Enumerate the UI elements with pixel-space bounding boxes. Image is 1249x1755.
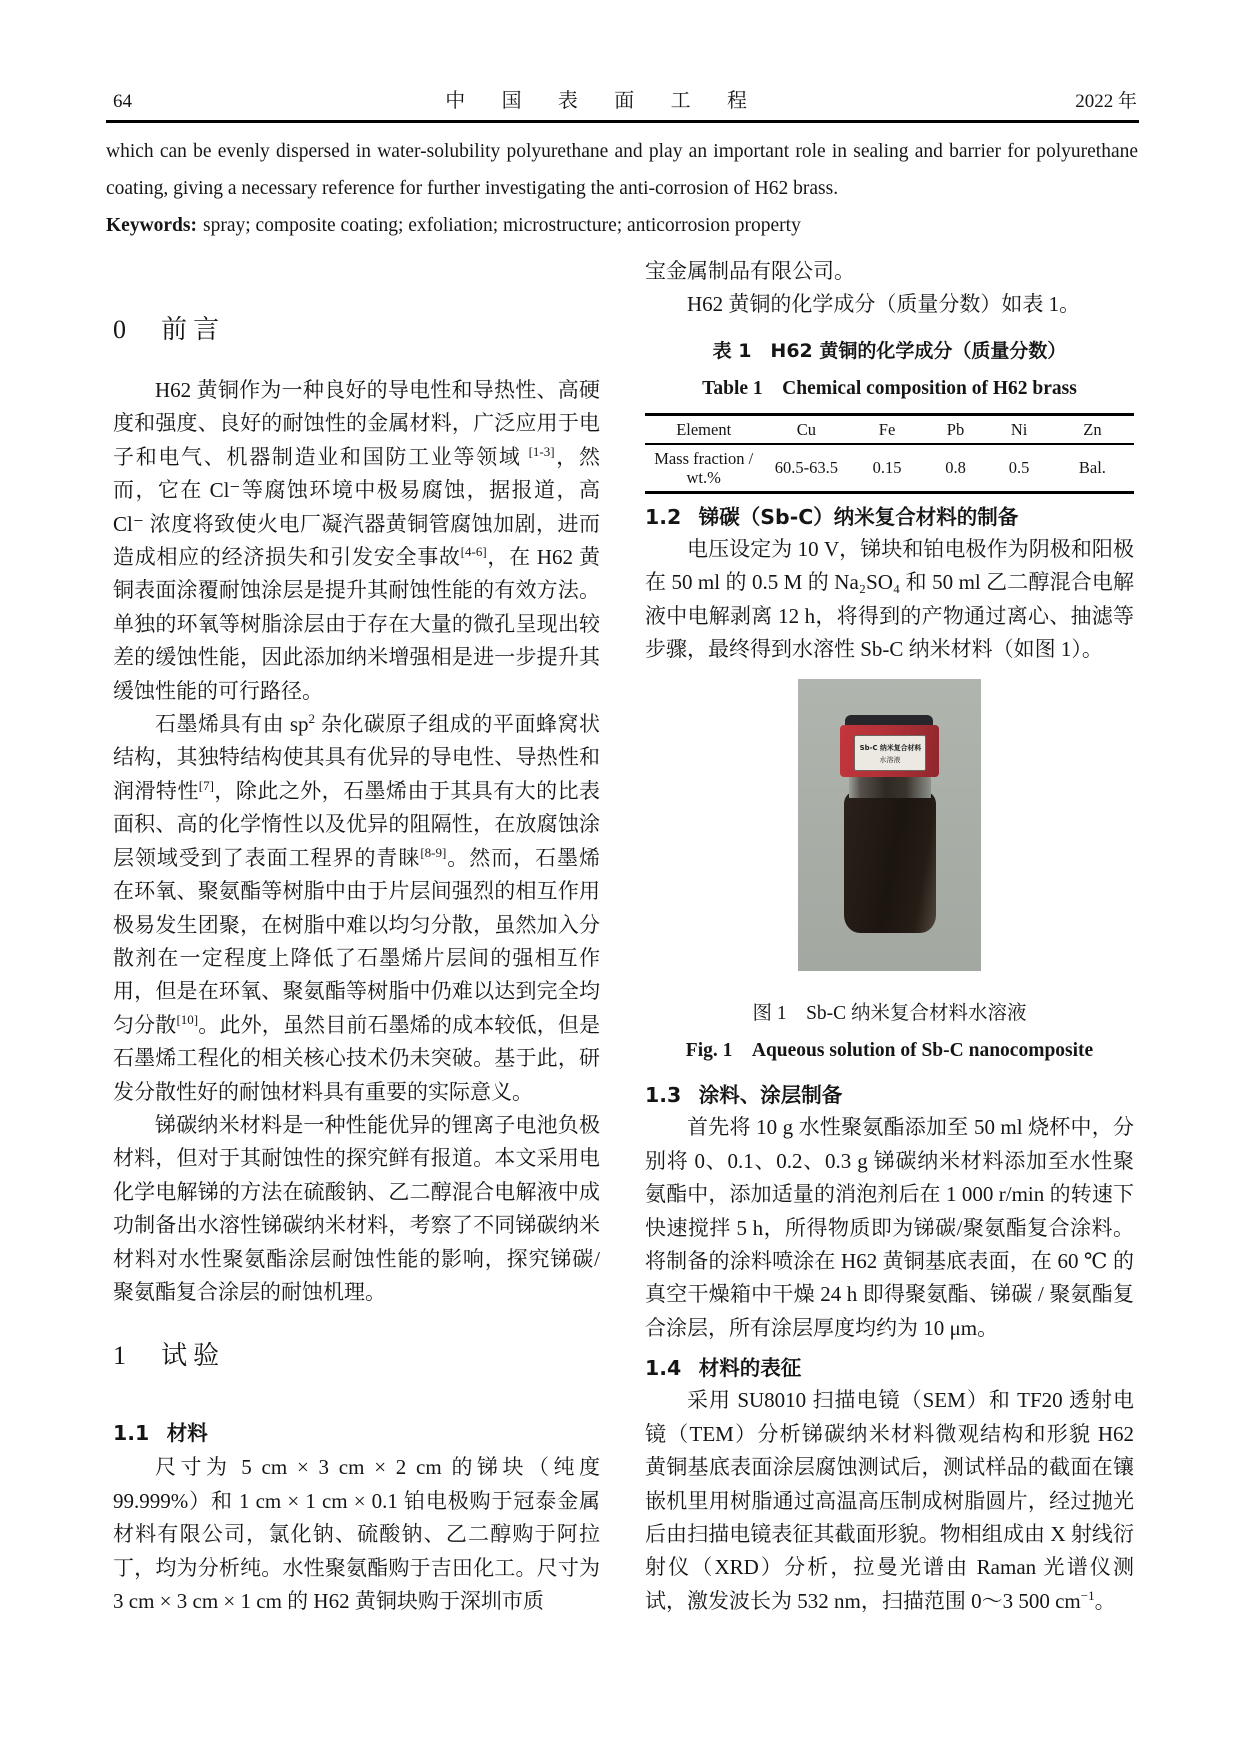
keywords-label: Keywords:	[106, 215, 197, 236]
journal-year: 2022 年	[1075, 91, 1137, 112]
citation-marker: [10]	[176, 1011, 199, 1027]
text-run: 杂化碳原子组成的平面蜂窝状结构，其独特结构使其具有优异的导电性、导热性和润滑特性	[113, 712, 600, 803]
table-cell: Bal.	[1078, 458, 1106, 478]
table-row	[645, 444, 1134, 493]
section-title: 锑碳（Sb-C）纳米复合材料的制备	[698, 504, 1019, 529]
table-cell: 0.5	[1008, 458, 1030, 478]
characterization-paragraph	[645, 1384, 1134, 1618]
section-title: 材料	[166, 1421, 208, 1446]
right-column	[645, 255, 1134, 1618]
section-1-4-heading	[645, 1351, 1134, 1381]
text-run: ，在 H62 黄铜表面涂覆耐蚀涂层是提升其耐蚀性能的有效方法。单独的环氧等树脂涂层由于存在大量的微孔呈现出较差的缓蚀性能，因此添加纳米增强相是进一步提升其缓蚀性能的可行路径。	[113, 545, 600, 703]
section-number: 1.3	[645, 1083, 682, 1108]
materials-paragraph: 尺寸为 5 cm × 3 cm × 2 cm 的锑块（纯度 99.999%）和 1 cm × 1 cm × 0.1 铂电极购于冠泰金属材料有限公司，氯化钠、硫酸钠、乙二醇购于阿拉丁，均为分析纯。水性聚氨酯购于吉田化工。尺寸为 3 cm × 3 cm × 1 cm 的 H62 黄铜块购于深圳市质	[113, 1455, 600, 1613]
section-title: 涂料、涂层制备	[698, 1083, 843, 1108]
text-run: ，除此之外，石墨烯由于其具有大的比表面积、高的化学惰性以及优异的阻隔性，在放腐蚀涂层领域受到了表面工程界的青睐	[113, 778, 601, 870]
intro-paragraph-1	[113, 374, 600, 708]
bottle-label-text: Sb-C 纳米复合材料	[859, 743, 921, 752]
preparation-paragraph: 电压设定为 10 V，锑块和铂电极作为阴极和阳极在 50 ml 的 0.5 M 的 Na₂SO₄ 和 50 ml 乙二醇混合电解液中电解剥离 12 h，将得到的产物通过离心、抽滤等步骤，最终得到水溶性 Sb-C 纳米材料（如图 1）。	[645, 536, 1134, 662]
row-label: Mass fraction / wt.%	[654, 448, 754, 487]
citation-marker: [7]	[198, 777, 214, 793]
section-title: 试验	[161, 1341, 226, 1371]
page-number: 64	[113, 91, 132, 112]
abstract-section	[106, 133, 1138, 244]
keywords-line	[106, 207, 1138, 244]
section-number: 1	[113, 1341, 126, 1371]
table-header-row	[645, 414, 1134, 444]
section-title: 前言	[161, 315, 226, 344]
page-header	[113, 84, 1137, 113]
column-header: Fe	[878, 419, 896, 439]
keywords-text: spray; composite coating; exfoliation; microstructure; anticorrosion property	[203, 215, 801, 236]
table-1-caption-zh: 表 1 H62 黄铜的化学成分（质量分数）	[712, 339, 1067, 362]
composition-note-paragraph: H62 黄铜的化学成分（质量分数）如表 1。	[687, 292, 1081, 317]
intro-paragraph-3: 锑碳纳米材料是一种性能优异的锂离子电池负极材料，但对于其耐蚀性的探究鲜有报道。本文采用电化学电解锑的方法在硫酸钠、乙二醇混合电解液中成功制备出水溶性锑碳纳米材料，考察了不同锑碳纳米材料对水性聚氨酯涂层耐蚀性能的影响，探究锑碳/聚氨酯复合涂层的耐蚀机理。	[113, 1112, 600, 1304]
text-run: 。此外，虽然目前石墨烯的成本较低，但是石墨烯工程化的相关核心技术仍未突破。基于此，研发分散性好的耐蚀材料具有重要的实际意义。	[113, 1012, 600, 1104]
column-header: Element	[676, 419, 732, 439]
text-run: H62 黄铜作为一种良好的导电性和导热性、高硬度和强度、良好的耐蚀性的金属材料，广泛应用于电子和电气、机器制造业和国防工业等领域	[113, 378, 600, 469]
column-header: Cu	[796, 419, 816, 439]
text-run: ，然而，它在 Cl⁻等腐蚀环境中极易腐蚀，据报道，高 Cl⁻ 浓度将致使火电厂凝汽器黄铜管腐蚀加剧，进而造成相应的经济损失和引发安全事故	[113, 444, 601, 570]
table-1	[645, 413, 1134, 494]
citation-marker: [4-6]	[460, 544, 487, 560]
bottle-cap-band	[840, 725, 939, 777]
bottle-body	[844, 792, 936, 933]
section-1-heading	[113, 1335, 600, 1372]
figure-1-photo	[798, 679, 981, 971]
journal-title: 中 国 表 面 工 程	[445, 88, 763, 112]
section-number: 1.1	[113, 1421, 150, 1446]
bottle-label-text: 水溶液	[879, 755, 901, 764]
table-cell: 0.15	[872, 458, 902, 478]
figure-1-caption-en: Fig. 1 Aqueous solution of Sb-C nanocomposite	[685, 1040, 1094, 1062]
column-header: Zn	[1083, 419, 1102, 439]
section-number: 0	[113, 315, 126, 344]
column-header: Ni	[1010, 419, 1028, 439]
text-run: 采用 SU8010 扫描电镜（SEM）和 TF20 透射电镜（TEM）分析锑碳纳米材料微观结构和形貌 H62 黄铜基底表面涂层腐蚀测试后，测试样品的截面在镶嵌机里用树脂通过高温高压制成树脂圆片，经过抛光后由扫描电镜表征其截面形貌。物相组成由 X 射线衍射仪（XRD）分析，拉曼光谱由 Raman 光谱仪测试，激发波长为 532 nm，扫描范围 0～3 500 cm	[645, 1388, 1134, 1613]
figure-1	[645, 679, 1134, 976]
table-1-caption-en: Table 1 Chemical composition of H62 brass	[702, 377, 1077, 399]
superscript: 2	[308, 711, 316, 727]
section-number: 1.4	[645, 1356, 682, 1381]
section-1-3-heading	[645, 1078, 1134, 1108]
superscript: −1	[1080, 1587, 1095, 1603]
section-0-heading	[113, 309, 600, 346]
abstract-continuation-text: which can be evenly dispersed in water-solubility polyurethane and play an important role in sealing and barrier for polyurethane coating, giving a necessary reference for further investigating the anti-corrosion of H62 brass.	[106, 141, 1138, 199]
section-1-2-heading	[645, 500, 1134, 530]
figure-1-caption-zh: 图 1 Sb-C 纳米复合材料水溶液	[752, 1003, 1027, 1025]
section-1-1-heading	[113, 1416, 600, 1446]
column-header: Pb	[946, 419, 965, 439]
citation-marker: [8-9]	[420, 844, 447, 860]
citation-marker: [1-3]	[528, 443, 555, 459]
section-title: 材料的表征	[698, 1356, 802, 1381]
left-column	[113, 255, 600, 1618]
bottle-neck	[849, 774, 931, 798]
continuation-paragraph: 宝金属制品有限公司。	[645, 259, 855, 283]
text-run: 石墨烯具有由 sp	[155, 712, 309, 737]
header-rule	[106, 120, 1139, 123]
text-run: 。	[1094, 1588, 1116, 1613]
table-cell: 60.5-63.5	[774, 458, 838, 478]
intro-paragraph-2	[113, 708, 600, 1109]
table-cell: 0.8	[945, 458, 966, 478]
section-number: 1.2	[645, 504, 682, 529]
coating-preparation-paragraph: 首先将 10 g 水性聚氨酯添加至 50 ml 烧杯中，分别将 0、0.1、0.2、0.3 g 锑碳纳米材料添加至水性聚氨酯中，添加适量的消泡剂后在 1 000 r/min 的转速下快速搅拌 5 h，所得物质即为锑碳/聚氨酯复合涂料。将制备的涂料喷涂在 H62 黄铜基底表面，在 60 ℃ 的真空干燥箱中干燥 24 h 即得聚氨酯、锑碳 / 聚氨酯复合涂层，所有涂层厚度均约为 10 μm。	[645, 1115, 1134, 1340]
text-run: 。然而，石墨烯在环氧、聚氨酯等树脂中由于片层间强烈的相互作用极易发生团聚，在树脂中难以均匀分散，虽然加入分散剂在一定程度上降低了石墨烯片层间的强相互作用，但是在环氧、聚氨酯等树脂中仍难以达到完全均匀分散	[113, 845, 600, 1037]
bottle-label	[854, 735, 926, 771]
